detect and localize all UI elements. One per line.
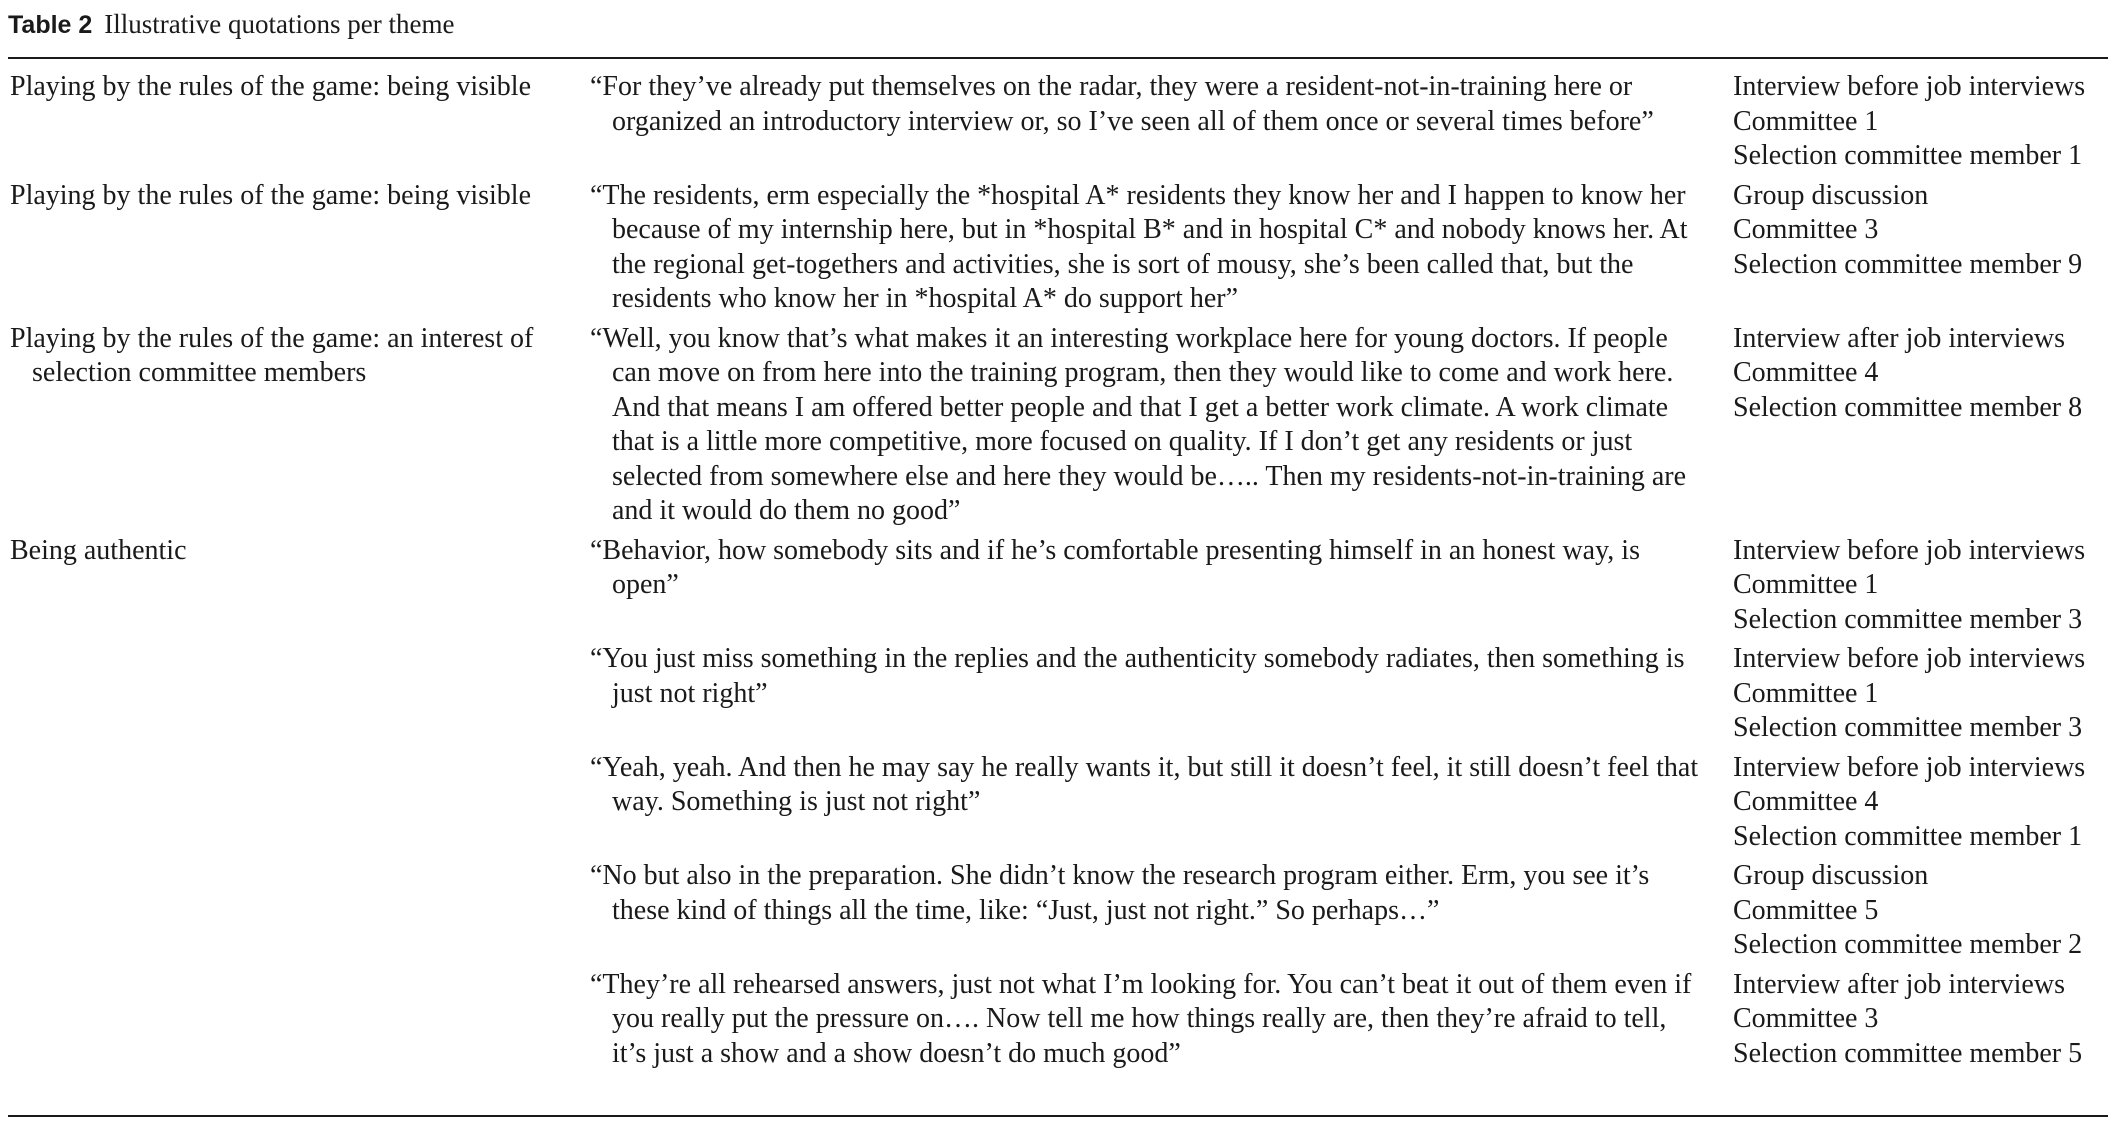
- theme-cell: [10, 859, 587, 963]
- source-member: Selection committee member 1: [1733, 140, 2083, 171]
- table-row: [10, 859, 2108, 963]
- table-title: Illustrative quotations per theme: [104, 9, 455, 39]
- source-type: Interview after job interviews: [1733, 322, 2065, 354]
- table-row: [10, 751, 2108, 855]
- table-caption: [8, 6, 454, 43]
- source-member: Selection committee member 2: [1733, 929, 2083, 960]
- table-bottom-rule: [8, 1115, 2108, 1117]
- source-committee: Committee 1: [1733, 569, 1879, 600]
- source-cell: [1705, 322, 2108, 529]
- source-member: Selection committee member 9: [1733, 248, 2083, 280]
- source-cell: [1705, 179, 2108, 317]
- table-row: [10, 322, 2108, 529]
- source-member: Selection committee member 3: [1733, 712, 2083, 743]
- quote-cell: “Yeah, yeah. And then he may say he really wants it, but still it doesn’t feel, it still doesn’t feel that way. Something is just not right”: [590, 751, 1699, 817]
- source-type: Interview after job interviews: [1733, 968, 2065, 1000]
- source-type: Interview before job interviews: [1733, 751, 2086, 783]
- source-cell: [1705, 642, 2108, 746]
- source-committee: Committee 3: [1733, 214, 1879, 245]
- theme-cell: Playing by the rules of the game: an interest of selection committee members: [10, 322, 534, 388]
- quote-cell: “For they’ve already put themselves on the radar, they were a resident-not-in-training here or organized an introductory interview or, so I’ve seen all of them once or several times before”: [590, 71, 1654, 137]
- source-cell: [1705, 534, 2108, 638]
- theme-cell: Being authentic: [10, 534, 187, 566]
- theme-cell: [10, 751, 587, 855]
- quote-cell: “Well, you know that’s what makes it an interesting workplace here for young doctors. If people can move on from here into the training program, then they would like to come and work here. And that means I am offered better people and that I get a better work climate. A work climate that is a little more competitive, more focused on quality. If I don’t get any residents or just selected from somewhere else and here they would be….. Then my residents-not-in-training are and it would do them no good”: [590, 322, 1687, 526]
- source-type: Interview before job interviews: [1733, 71, 2086, 102]
- source-member: Selection committee member 8: [1733, 391, 2083, 423]
- theme-cell: Playing by the rules of the game: being visible: [10, 71, 532, 102]
- source-type: Interview before job interviews: [1733, 534, 2086, 566]
- table-row: [10, 642, 2108, 746]
- source-cell: [1705, 70, 2108, 174]
- source-member: Selection committee member 1: [1733, 820, 2083, 852]
- source-committee: Committee 3: [1733, 1003, 1879, 1034]
- source-cell: [1705, 968, 2108, 1072]
- source-member: Selection committee member 3: [1733, 603, 2083, 635]
- quote-cell: “Behavior, how somebody sits and if he’s comfortable presenting himself in an honest way, is open”: [590, 534, 1640, 600]
- table-top-rule: [8, 57, 2108, 59]
- quotations-table: [10, 70, 2108, 1076]
- table-row: [10, 70, 2108, 174]
- theme-cell: Playing by the rules of the game: being visible: [10, 179, 532, 211]
- quote-cell: “No but also in the preparation. She didn’t know the research program either. Erm, you see it’s these kind of things all the time, like: “Just, just not right.” So perhaps…”: [590, 860, 1650, 926]
- source-committee: Committee 5: [1733, 894, 1879, 926]
- source-type: Interview before job interviews: [1733, 643, 2086, 674]
- source-type: Group discussion: [1733, 179, 1929, 211]
- table-row: [10, 968, 2108, 1072]
- source-committee: Committee 1: [1733, 105, 1879, 137]
- table-label: Table 2: [8, 11, 93, 39]
- source-committee: Committee 4: [1733, 357, 1879, 388]
- source-cell: [1705, 859, 2108, 963]
- table-row: [10, 534, 2108, 638]
- quote-cell: “The residents, erm especially the *hospital A* residents they know her and I happen to know her because of my internship here, but in *hospital B* and in hospital C* and nobody knows her. At the regional get-togethers and activities, she is sort of mousy, she’s been called that, but the residents who know her in *hospital A* do support her”: [590, 179, 1688, 314]
- source-committee: Committee 1: [1733, 677, 1879, 709]
- theme-cell: [10, 968, 587, 1072]
- source-committee: Committee 4: [1733, 786, 1879, 817]
- source-member: Selection committee member 5: [1733, 1037, 2083, 1069]
- quote-cell: “You just miss something in the replies and the authenticity somebody radiates, then something is just not right”: [590, 643, 1685, 709]
- source-type: Group discussion: [1733, 860, 1929, 891]
- theme-cell: [10, 642, 587, 746]
- source-cell: [1705, 751, 2108, 855]
- quote-cell: “They’re all rehearsed answers, just not what I’m looking for. You can’t beat it out of them even if you really put the pressure on…. Now tell me how things really are, then they’re afraid to tell, it’s just a show and a show doesn’t do much good”: [590, 968, 1692, 1069]
- table-row: [10, 179, 2108, 317]
